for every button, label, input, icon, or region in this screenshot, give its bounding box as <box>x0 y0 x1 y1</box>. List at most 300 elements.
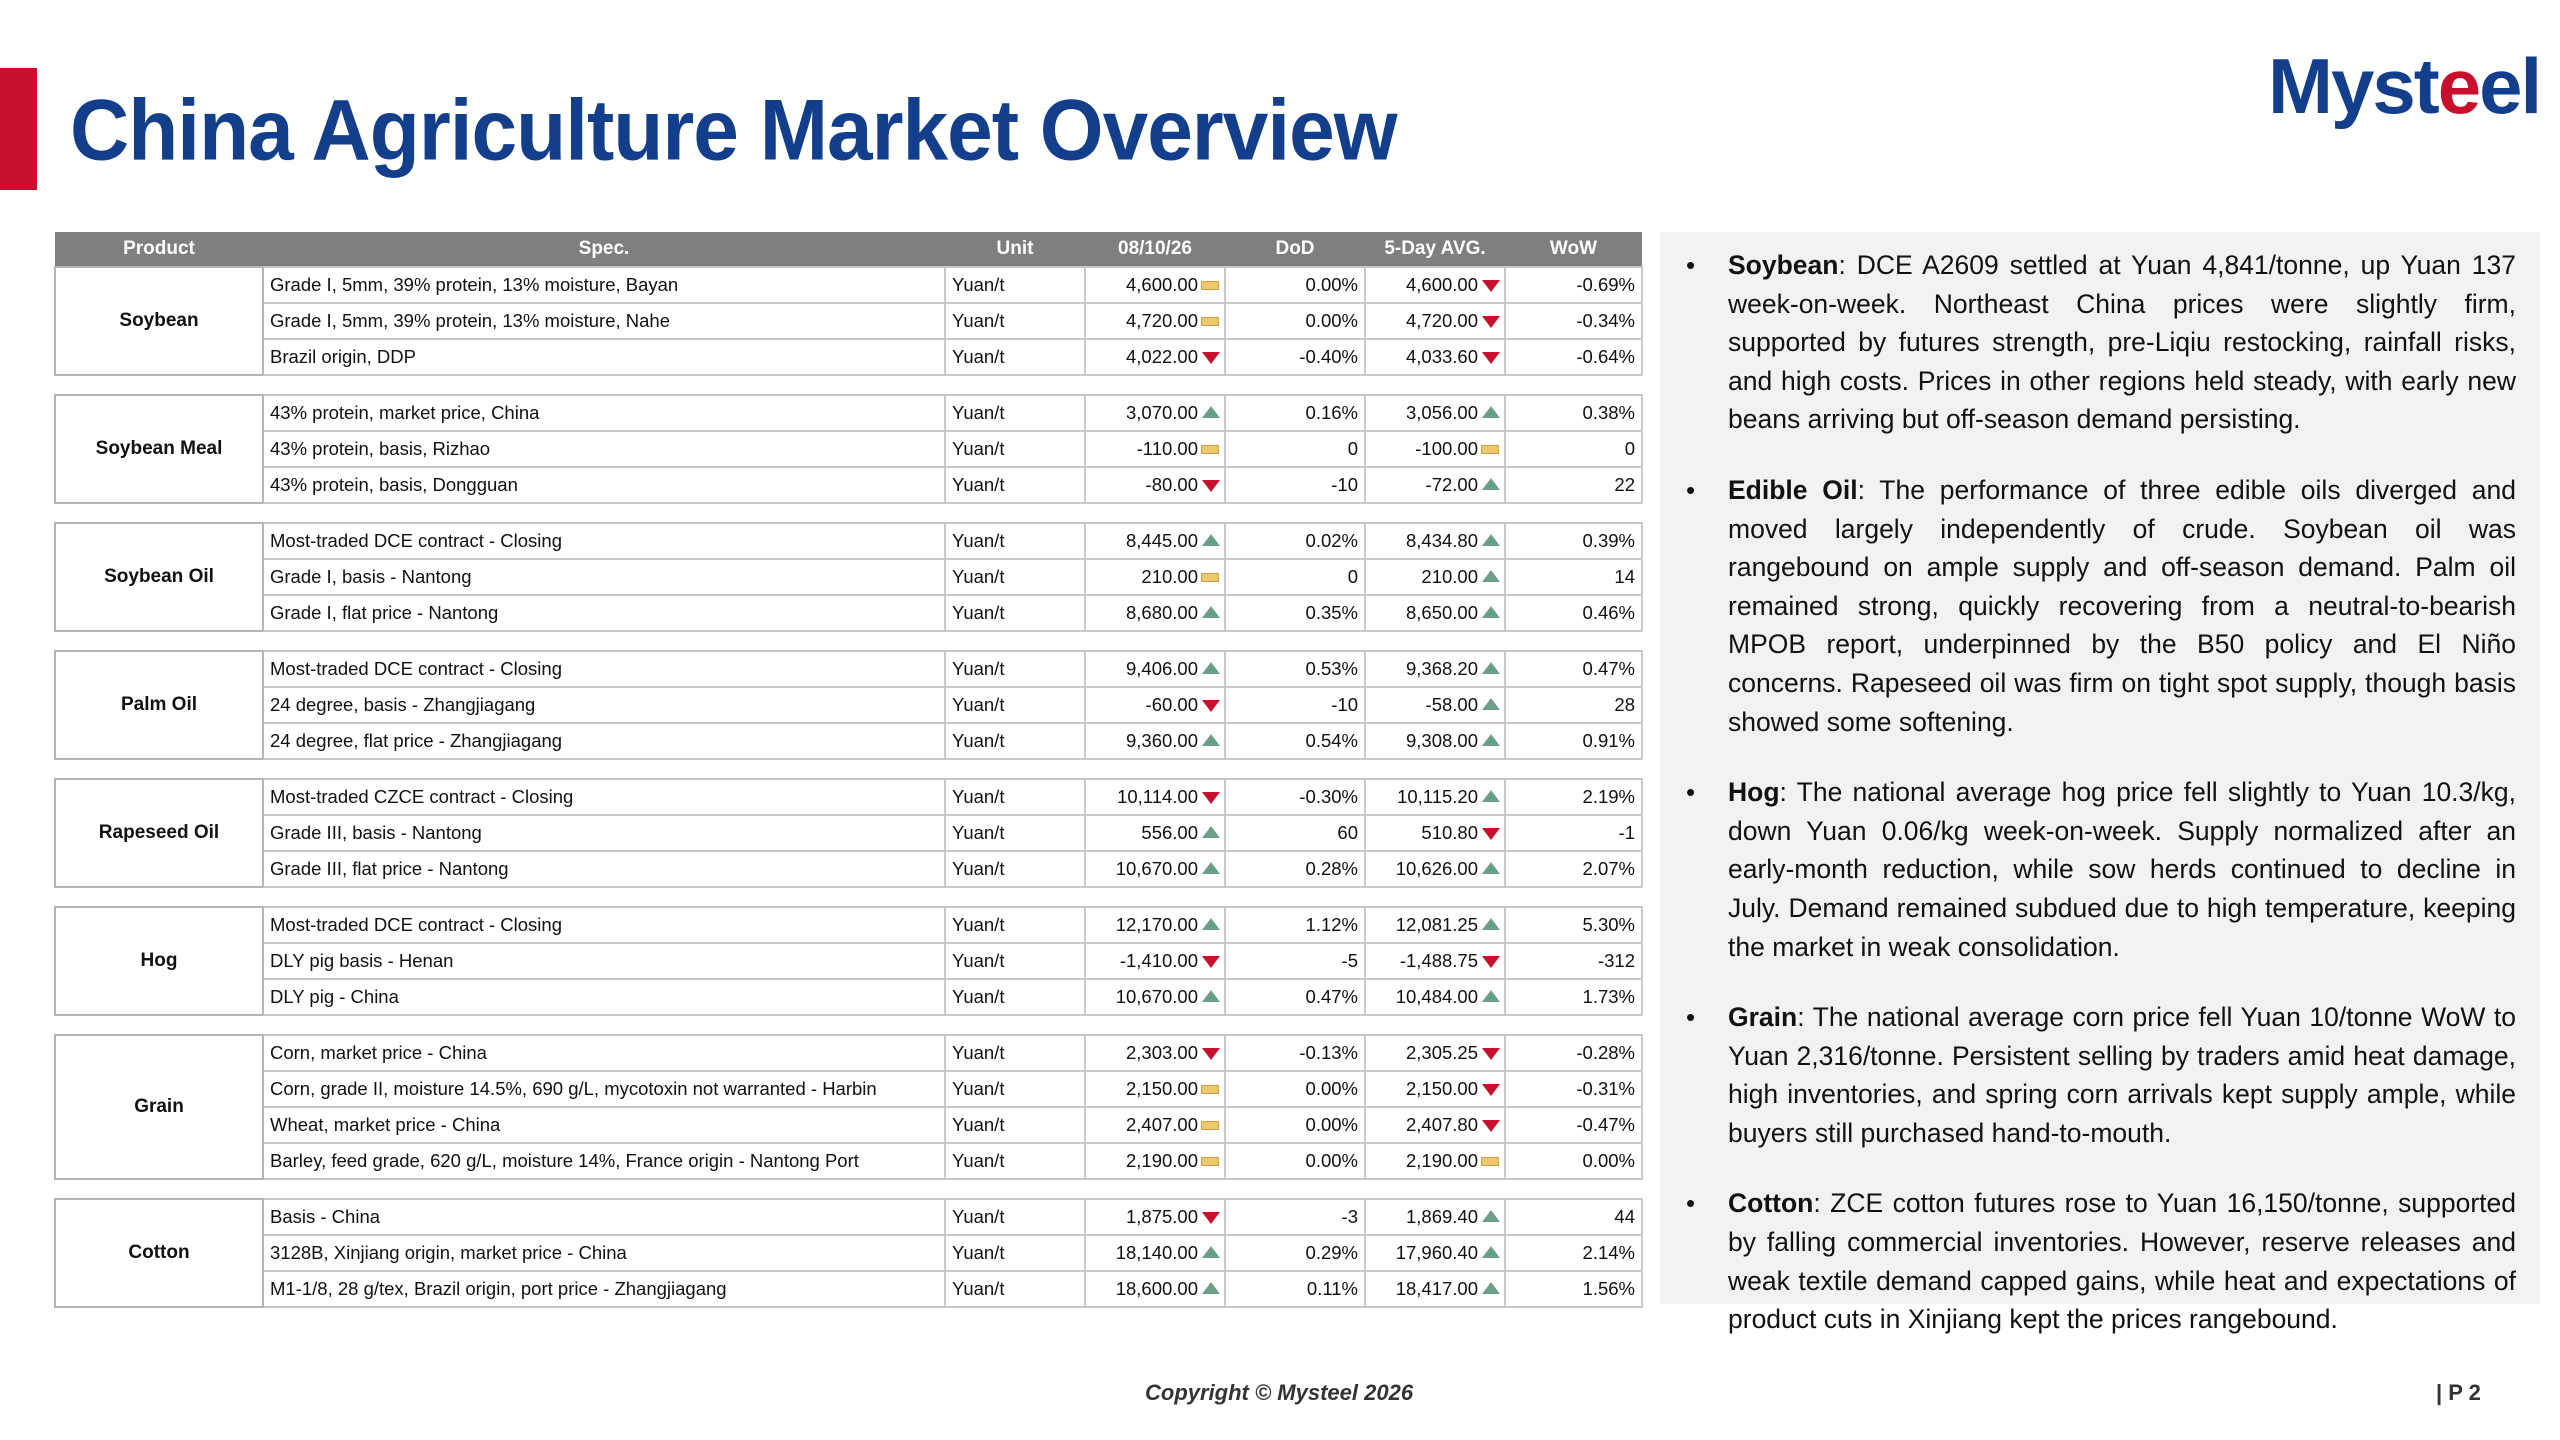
dod-cell-value: 60 <box>1337 822 1358 843</box>
table-body <box>55 267 1642 1307</box>
product-name-cell: Cotton <box>55 1199 263 1307</box>
trend-flat-icon <box>1201 573 1219 582</box>
group-spacer <box>55 375 1642 395</box>
trend-flat-icon <box>1201 1121 1219 1130</box>
dod-cell <box>1225 779 1365 815</box>
dod-cell-value: 0.47% <box>1305 986 1358 1007</box>
spec-cell-value: 24 degree, basis - Zhangjiagang <box>270 694 536 715</box>
wow-cell-value: -1 <box>1618 822 1635 843</box>
column-header-spec: Spec. <box>263 232 945 267</box>
avg-cell <box>1365 943 1505 979</box>
logo-text-part: el <box>2479 42 2541 130</box>
unit-cell-value: Yuan/t <box>952 858 1005 879</box>
bullet-marker: • <box>1686 250 1696 280</box>
spec-cell <box>263 1071 945 1107</box>
dod-cell <box>1225 687 1365 723</box>
spec-cell-value: M1-1/8, 28 g/tex, Brazil origin, port price - Zhangjiagang <box>270 1278 727 1299</box>
spec-cell <box>263 687 945 723</box>
table-header-row <box>55 232 1642 267</box>
avg-cell-value: 17,960.40 <box>1395 1242 1478 1263</box>
spec-cell <box>263 559 945 595</box>
unit-cell <box>945 1107 1085 1143</box>
unit-cell <box>945 595 1085 631</box>
unit-cell <box>945 723 1085 759</box>
wow-cell-value: 0 <box>1624 438 1635 459</box>
trend-down-icon <box>1202 352 1220 364</box>
trend-up-icon <box>1482 862 1500 874</box>
price-cell <box>1085 723 1225 759</box>
column-header-dod: DoD <box>1225 232 1365 267</box>
price-cell-value: 2,150.00 <box>1125 1078 1198 1099</box>
avg-cell <box>1365 1035 1505 1071</box>
bullet-marker: • <box>1686 474 1696 505</box>
bullet-marker: • <box>1686 1188 1696 1219</box>
dod-cell-value: -5 <box>1341 950 1358 971</box>
wow-cell <box>1505 1071 1642 1107</box>
price-cell <box>1085 779 1225 815</box>
dod-cell <box>1225 1271 1365 1307</box>
spec-cell-value: 3128B, Xinjiang origin, market price - China <box>270 1242 627 1263</box>
column-header-date: 08/10/26 <box>1085 232 1225 267</box>
column-header-wow: WoW <box>1505 232 1642 267</box>
price-cell <box>1085 467 1225 503</box>
product-name-cell: Rapeseed Oil <box>55 779 263 887</box>
unit-cell-value: Yuan/t <box>952 1242 1005 1263</box>
spec-cell-value: 24 degree, flat price - Zhangjiagang <box>270 730 563 751</box>
wow-cell <box>1505 303 1642 339</box>
unit-cell <box>945 851 1085 887</box>
wow-cell <box>1505 523 1642 559</box>
wow-cell <box>1505 1199 1642 1235</box>
trend-up-icon <box>1202 534 1220 546</box>
trend-up-icon <box>1482 918 1500 930</box>
spec-cell-value: Brazil origin, DDP <box>270 346 416 367</box>
dod-cell-value: 0.00% <box>1305 1114 1358 1135</box>
avg-cell-value: -58.00 <box>1425 694 1478 715</box>
wow-cell <box>1505 907 1642 943</box>
spec-cell <box>263 595 945 631</box>
spec-cell <box>263 779 945 815</box>
wow-cell <box>1505 979 1642 1015</box>
wow-cell-value: 22 <box>1614 474 1635 495</box>
group-spacer <box>55 503 1642 523</box>
group-spacer <box>55 887 1642 907</box>
dod-cell-value: -0.30% <box>1299 786 1358 807</box>
trend-up-icon <box>1202 826 1220 838</box>
price-cell-value: 18,140.00 <box>1115 1242 1198 1263</box>
table-row <box>55 779 1642 815</box>
price-cell <box>1085 595 1225 631</box>
unit-cell-value: Yuan/t <box>952 310 1005 331</box>
unit-cell <box>945 1035 1085 1071</box>
unit-cell-value: Yuan/t <box>952 1078 1005 1099</box>
avg-cell-value: 1,869.40 <box>1405 1206 1478 1227</box>
commentary-item <box>1674 246 2516 439</box>
trend-down-icon <box>1482 956 1500 968</box>
avg-cell <box>1365 1107 1505 1143</box>
avg-cell <box>1365 431 1505 467</box>
trend-up-icon <box>1202 918 1220 930</box>
wow-cell <box>1505 467 1642 503</box>
avg-cell <box>1365 1071 1505 1107</box>
wow-cell <box>1505 559 1642 595</box>
trend-up-icon <box>1482 990 1500 1002</box>
wow-cell <box>1505 395 1642 431</box>
avg-cell-value: -100.00 <box>1415 438 1478 459</box>
avg-cell-value: 2,407.80 <box>1405 1114 1478 1135</box>
unit-cell-value: Yuan/t <box>952 694 1005 715</box>
product-name-cell: Hog <box>55 907 263 1015</box>
spec-cell-value: 43% protein, market price, China <box>270 402 540 423</box>
market-table-container <box>54 232 1641 1308</box>
price-cell <box>1085 1143 1225 1179</box>
price-cell-value: 3,070.00 <box>1125 402 1198 423</box>
price-cell-value: 9,360.00 <box>1125 730 1198 751</box>
commentary-item <box>1674 471 2516 741</box>
spec-cell-value: Most-traded DCE contract - Closing <box>270 914 562 935</box>
unit-cell <box>945 1235 1085 1271</box>
price-cell-value: 10,670.00 <box>1115 858 1198 879</box>
trend-up-icon <box>1202 1246 1220 1258</box>
trend-flat-icon <box>1201 281 1219 290</box>
avg-cell <box>1365 303 1505 339</box>
dod-cell <box>1225 907 1365 943</box>
spec-cell-value: Wheat, market price - China <box>270 1114 501 1135</box>
spec-cell-value: Most-traded DCE contract - Closing <box>270 530 562 551</box>
avg-cell <box>1365 1271 1505 1307</box>
price-cell <box>1085 943 1225 979</box>
wow-cell <box>1505 1107 1642 1143</box>
spec-cell-value: Grade I, 5mm, 39% protein, 13% moisture, Nahe <box>270 310 670 331</box>
trend-up-icon <box>1202 606 1220 618</box>
unit-cell-value: Yuan/t <box>952 402 1005 423</box>
avg-cell <box>1365 1199 1505 1235</box>
table-row <box>55 523 1642 559</box>
price-cell-value: 8,445.00 <box>1125 530 1198 551</box>
spec-cell-value: Most-traded CZCE contract - Closing <box>270 786 574 807</box>
dod-cell <box>1225 723 1365 759</box>
trend-up-icon <box>1482 534 1500 546</box>
spec-cell <box>263 1271 945 1307</box>
wow-cell <box>1505 651 1642 687</box>
bullet-marker: • <box>1686 777 1696 808</box>
spec-cell <box>263 651 945 687</box>
wow-cell-value: -0.69% <box>1576 274 1635 295</box>
dod-cell <box>1225 395 1365 431</box>
avg-cell-value: -72.00 <box>1425 474 1478 495</box>
trend-down-icon <box>1482 1048 1500 1060</box>
commentary-keyword: Soybean <box>1728 250 1839 280</box>
wow-cell <box>1505 267 1642 303</box>
commentary-item <box>1674 1184 2516 1338</box>
trend-up-icon <box>1482 570 1500 582</box>
wow-cell-value: 28 <box>1614 694 1635 715</box>
trend-flat-icon <box>1481 445 1499 454</box>
trend-up-icon <box>1482 478 1500 490</box>
group-spacer <box>55 759 1642 779</box>
avg-cell-value: 4,720.00 <box>1405 310 1478 331</box>
spec-cell-value: Barley, feed grade, 620 g/L, moisture 14%, France origin - Nantong Port <box>270 1150 859 1171</box>
table-row <box>55 559 1642 595</box>
dod-cell <box>1225 651 1365 687</box>
avg-cell <box>1365 339 1505 375</box>
dod-cell <box>1225 339 1365 375</box>
dod-cell-value: -10 <box>1331 694 1358 715</box>
price-cell <box>1085 559 1225 595</box>
spec-cell <box>263 1107 945 1143</box>
avg-cell <box>1365 559 1505 595</box>
dod-cell-value: 0.00% <box>1305 274 1358 295</box>
wow-cell-value: 1.73% <box>1582 986 1635 1007</box>
spec-cell <box>263 395 945 431</box>
unit-cell-value: Yuan/t <box>952 786 1005 807</box>
price-cell-value: 556.00 <box>1141 822 1198 843</box>
commentary-keyword: Grain <box>1728 1002 1798 1033</box>
avg-cell-value: 10,484.00 <box>1395 986 1478 1007</box>
spec-cell <box>263 1143 945 1179</box>
dod-cell-value: 0.02% <box>1305 530 1358 551</box>
price-cell <box>1085 1071 1225 1107</box>
avg-cell <box>1365 267 1505 303</box>
trend-up-icon <box>1482 406 1500 418</box>
unit-cell <box>945 431 1085 467</box>
unit-cell <box>945 303 1085 339</box>
trend-down-icon <box>1202 480 1220 492</box>
wow-cell-value: 44 <box>1614 1206 1635 1227</box>
wow-cell <box>1505 1271 1642 1307</box>
unit-cell-value: Yuan/t <box>952 438 1005 459</box>
dod-cell-value: 0.00% <box>1305 1078 1358 1099</box>
unit-cell-value: Yuan/t <box>952 474 1005 495</box>
unit-cell-value: Yuan/t <box>952 1278 1005 1299</box>
dod-cell-value: 0.11% <box>1306 1278 1358 1299</box>
price-cell-value: 2,407.00 <box>1125 1114 1198 1135</box>
wow-cell-value: 14 <box>1614 566 1635 587</box>
group-spacer-cell <box>55 503 1642 523</box>
commentary-item <box>1674 773 2516 966</box>
price-cell-value: -110.00 <box>1136 438 1198 459</box>
dod-cell-value: 0.00% <box>1305 310 1358 331</box>
group-spacer <box>55 1179 1642 1199</box>
price-cell <box>1085 303 1225 339</box>
table-row <box>55 1071 1642 1107</box>
avg-cell-value: 510.80 <box>1421 822 1478 843</box>
spec-cell-value: Grade I, 5mm, 39% protein, 13% moisture, Bayan <box>270 274 679 295</box>
avg-cell <box>1365 815 1505 851</box>
unit-cell <box>945 523 1085 559</box>
table-row <box>55 907 1642 943</box>
spec-cell <box>263 1035 945 1071</box>
price-cell <box>1085 1035 1225 1071</box>
commentary-text: : DCE A2609 settled at Yuan 4,841/tonne, up Yuan 137 week-on-week. Northeast China prices were slightly firm, supported by futures strength, pre-Liqiu restocking, rainfall risks, and high costs. Prices in other regions held steady, with early new beans arriving but off-season demand persisting. <box>1728 250 2516 435</box>
unit-cell-value: Yuan/t <box>952 602 1005 623</box>
spec-cell <box>263 1199 945 1235</box>
avg-cell-value: 18,417.00 <box>1395 1278 1478 1299</box>
spec-cell <box>263 943 945 979</box>
unit-cell <box>945 559 1085 595</box>
avg-cell-value: 3,056.00 <box>1405 402 1478 423</box>
wow-cell <box>1505 431 1642 467</box>
spec-cell <box>263 267 945 303</box>
trend-down-icon <box>1482 1084 1500 1096</box>
price-cell-value: 4,600.00 <box>1125 274 1198 295</box>
unit-cell-value: Yuan/t <box>952 1042 1005 1063</box>
unit-cell <box>945 907 1085 943</box>
dod-cell <box>1225 467 1365 503</box>
dod-cell <box>1225 1143 1365 1179</box>
unit-cell-value: Yuan/t <box>952 1206 1005 1227</box>
table-row <box>55 651 1642 687</box>
table-row <box>55 979 1642 1015</box>
unit-cell <box>945 1199 1085 1235</box>
product-name-cell: Soybean Oil <box>55 523 263 631</box>
unit-cell-value: Yuan/t <box>952 986 1005 1007</box>
unit-cell <box>945 979 1085 1015</box>
dod-cell-value: -0.40% <box>1299 346 1358 367</box>
product-name-cell: Grain <box>55 1035 263 1179</box>
spec-cell <box>263 979 945 1015</box>
unit-cell-value: Yuan/t <box>952 914 1005 935</box>
trend-down-icon <box>1482 316 1500 328</box>
price-cell <box>1085 687 1225 723</box>
wow-cell-value: 5.30% <box>1582 914 1635 935</box>
price-cell-value: 9,406.00 <box>1125 658 1198 679</box>
table-row <box>55 687 1642 723</box>
dod-cell <box>1225 943 1365 979</box>
wow-cell <box>1505 687 1642 723</box>
unit-cell <box>945 687 1085 723</box>
wow-cell <box>1505 1035 1642 1071</box>
commentary-list <box>1674 246 2516 1339</box>
bullet-marker: • <box>1686 1002 1696 1033</box>
spec-cell <box>263 523 945 559</box>
group-spacer-cell <box>55 1179 1642 1199</box>
unit-cell <box>945 267 1085 303</box>
wow-cell <box>1505 851 1642 887</box>
group-spacer-cell <box>55 631 1642 651</box>
dod-cell-value: 0.35% <box>1305 602 1358 623</box>
wow-cell-value: -0.34% <box>1576 310 1635 331</box>
dod-cell-value: 0.29% <box>1305 1242 1358 1263</box>
trend-flat-icon <box>1201 1085 1219 1094</box>
spec-cell <box>263 339 945 375</box>
price-cell-value: 2,303.00 <box>1125 1042 1198 1063</box>
price-cell <box>1085 1271 1225 1307</box>
price-cell-value: 210.00 <box>1141 566 1198 587</box>
market-commentary-panel <box>1660 232 2540 1335</box>
price-cell-value: -80.00 <box>1145 474 1198 495</box>
column-header-unit: Unit <box>945 232 1085 267</box>
spec-cell <box>263 851 945 887</box>
avg-cell-value: 12,081.25 <box>1395 914 1478 935</box>
price-cell-value: 4,022.00 <box>1125 346 1198 367</box>
avg-cell-value: 9,368.20 <box>1405 658 1478 679</box>
avg-cell <box>1365 395 1505 431</box>
spec-cell-value: DLY pig basis - Henan <box>270 950 454 971</box>
price-cell <box>1085 1199 1225 1235</box>
logo-accent-letter: e <box>2437 42 2480 130</box>
unit-cell-value: Yuan/t <box>952 950 1005 971</box>
product-name-cell: Palm Oil <box>55 651 263 759</box>
trend-down-icon <box>1482 828 1500 840</box>
price-cell <box>1085 815 1225 851</box>
dod-cell <box>1225 267 1365 303</box>
dod-cell <box>1225 303 1365 339</box>
trend-down-icon <box>1202 1048 1220 1060</box>
page-title: China Agriculture Market Overview <box>70 82 1397 179</box>
avg-cell-value: 2,150.00 <box>1405 1078 1478 1099</box>
table-row <box>55 339 1642 375</box>
table-row <box>55 723 1642 759</box>
unit-cell <box>945 943 1085 979</box>
price-cell-value: 8,680.00 <box>1125 602 1198 623</box>
dod-cell-value: 0.53% <box>1305 658 1358 679</box>
avg-cell-value: 10,115.20 <box>1397 786 1478 807</box>
trend-flat-icon <box>1201 317 1219 326</box>
trend-down-icon <box>1202 700 1220 712</box>
dod-cell <box>1225 815 1365 851</box>
spec-cell <box>263 723 945 759</box>
product-name-cell: Soybean Meal <box>55 395 263 503</box>
spec-cell <box>263 467 945 503</box>
trend-down-icon <box>1482 352 1500 364</box>
commentary-keyword: Edible Oil <box>1728 474 1858 505</box>
table-row <box>55 467 1642 503</box>
group-spacer <box>55 1015 1642 1035</box>
trend-up-icon <box>1202 406 1220 418</box>
dod-cell <box>1225 851 1365 887</box>
unit-cell-value: Yuan/t <box>952 822 1005 843</box>
wow-cell-value: 1.56% <box>1582 1278 1635 1299</box>
spec-cell-value: Corn, market price - China <box>270 1042 487 1063</box>
trend-up-icon <box>1202 734 1220 746</box>
trend-down-icon <box>1202 956 1220 968</box>
table-row <box>55 303 1642 339</box>
avg-cell-value: 2,305.25 <box>1405 1042 1478 1063</box>
unit-cell <box>945 1071 1085 1107</box>
avg-cell-value: 8,434.80 <box>1405 530 1478 551</box>
dod-cell-value: 1.12% <box>1305 914 1358 935</box>
trend-up-icon <box>1482 1282 1500 1294</box>
table-row <box>55 1107 1642 1143</box>
unit-cell-value: Yuan/t <box>952 730 1005 751</box>
unit-cell-value: Yuan/t <box>952 530 1005 551</box>
dod-cell <box>1225 1035 1365 1071</box>
dod-cell-value: 0.00% <box>1305 1150 1358 1171</box>
unit-cell <box>945 815 1085 851</box>
spec-cell-value: Most-traded DCE contract - Closing <box>270 658 562 679</box>
spec-cell-value: 43% protein, basis, Rizhao <box>270 438 491 459</box>
dod-cell <box>1225 1071 1365 1107</box>
wow-cell-value: -0.31% <box>1576 1078 1635 1099</box>
trend-up-icon <box>1482 790 1500 802</box>
commentary-text: : The national average hog price fell slightly to Yuan 10.3/kg, down Yuan 0.06/kg week-on-week. Supply normalized after an early-month reduction, while sow herds continued to decline in July. Demand remained subdued due to high temperature, keeping the market in weak consolidation. <box>1728 777 2516 962</box>
avg-cell <box>1365 467 1505 503</box>
avg-cell-value: -1,488.75 <box>1399 950 1478 971</box>
group-spacer-cell <box>55 1015 1642 1035</box>
table-row <box>55 267 1642 303</box>
price-cell <box>1085 1107 1225 1143</box>
price-cell-value: 1,875.00 <box>1125 1206 1198 1227</box>
price-cell <box>1085 339 1225 375</box>
avg-cell-value: 9,308.00 <box>1405 730 1478 751</box>
avg-cell <box>1365 595 1505 631</box>
unit-cell <box>945 779 1085 815</box>
trend-up-icon <box>1482 1246 1500 1258</box>
price-cell-value: -1,410.00 <box>1119 950 1198 971</box>
wow-cell-value: 0.91% <box>1582 730 1635 751</box>
dod-cell-value: 0.54% <box>1305 730 1358 751</box>
